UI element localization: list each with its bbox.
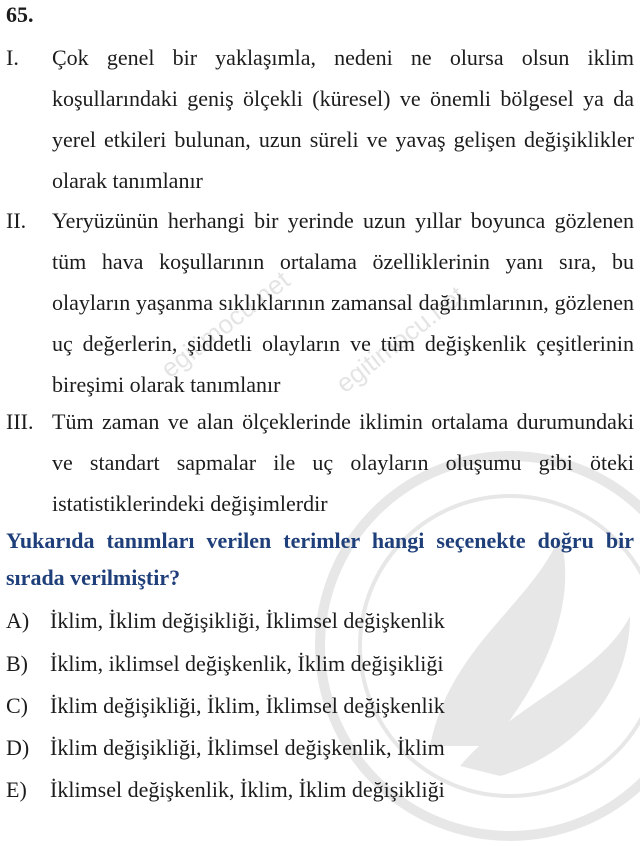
question-number: 65. — [6, 2, 34, 27]
statement-label: I. — [6, 45, 19, 70]
statement-item — [6, 37, 634, 201]
option-label: C) — [6, 693, 28, 718]
statement-item — [6, 401, 634, 524]
option-text: İklim, iklimsel değişkenlik, İklim değişikliği — [50, 651, 444, 676]
option-text: İklimsel değişkenlik, İklim, İklim değişikliği — [50, 777, 445, 802]
option-label: D) — [6, 735, 30, 760]
option-text: İklim değişikliği, İklim, İklimsel değişkenlik — [50, 693, 445, 718]
answer-option-d[interactable] — [6, 733, 634, 763]
answer-option-e[interactable] — [6, 775, 634, 805]
option-text: İklim, İklim değişikliği, İklimsel değişkenlik — [50, 608, 445, 633]
answer-option-c[interactable] — [6, 691, 634, 721]
statement-text: Tüm zaman ve alan ölçeklerinde iklimin ortalama durumundaki ve standart sapmalar ile uç olayların oluşumu gibi öteki istatistiklerindeki değişimlerdir — [52, 409, 634, 516]
statement-label: II. — [6, 208, 27, 233]
answer-option-a[interactable] — [6, 606, 634, 636]
option-label: A) — [6, 608, 30, 633]
statement-text: Çok genel bir yaklaşımla, nedeni ne olursa olsun iklim koşullarındaki geniş ölçekli (küresel) ve önemli bölgesel ya da yerel etkileri bulunan, uzun süreli ve yavaş gelişen değişiklikler olarak tanımlanır — [52, 45, 634, 193]
site-watermark-text: egitimocu.net — [155, 264, 296, 384]
site-watermark-text: egitimocu.net — [330, 279, 471, 399]
option-label: B) — [6, 651, 28, 676]
answer-option-b[interactable] — [6, 649, 634, 679]
option-text: İklim değişikliği, İklimsel değişkenlik, İklim — [50, 735, 445, 760]
question-prompt: Yukarıda tanımları verilen terimler hangi seçenekte doğru bir sırada verilmiştir? — [6, 528, 634, 590]
statement-text: Yeryüzünün herhangi bir yerinde uzun yıllar boyunca gözlenen tüm hava koşullarının ortalama özelliklerinin yanı sıra, bu olayların yaşanma sıklıklarının zamansal dağılımlarının, gözlenen uç değerlerin, şiddetli olayların ve tüm değişkenlik çeşitlerinin bireşimi olarak tanımlanır — [52, 208, 634, 397]
option-label: E) — [6, 777, 27, 802]
statement-item — [6, 200, 634, 405]
statement-label: III. — [6, 409, 34, 434]
